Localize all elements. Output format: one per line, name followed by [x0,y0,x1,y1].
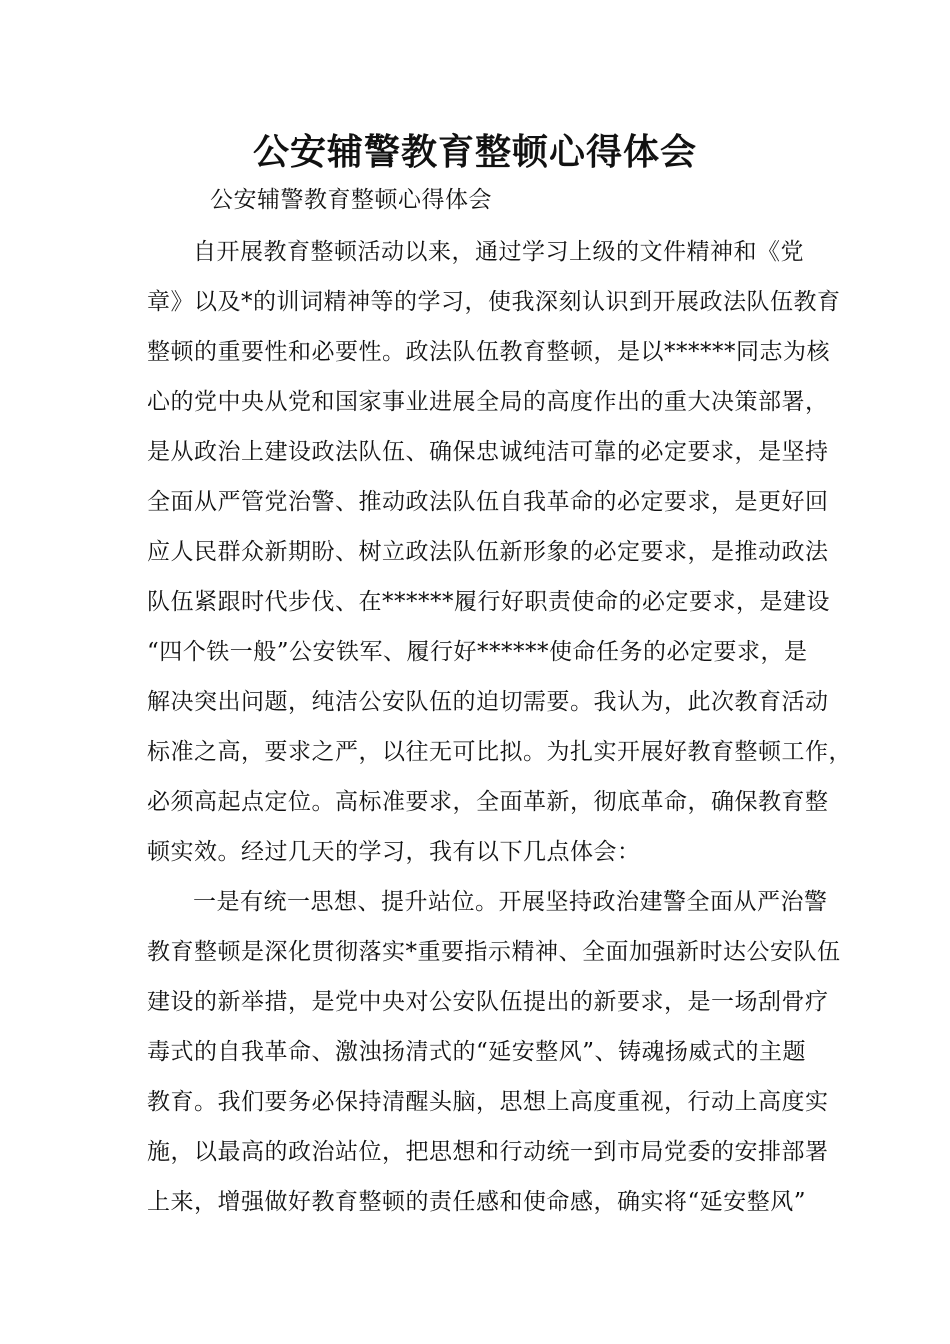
paragraph-line: 心的党中央从党和国家事业进展全局的高度作出的重大决策部署， [147,389,829,415]
paragraph-line: 建设的新举措，是党中央对公安队伍提出的新要求，是一场刮骨疗 [147,989,829,1015]
paragraph-line: 应人民群众新期盼、树立政法队伍新形象的必定要求，是推动政法 [147,539,829,565]
document-subtitle: 公安辅警教育整顿心得体会 [210,187,492,213]
paragraph-line: “四个铁一般”公安铁军、履行好******使命任务的必定要求，是 [147,639,808,665]
paragraph-line: 队伍紧跟时代步伐、在******履行好职责使命的必定要求，是建设 [147,589,830,615]
paragraph-line: 标准之高，要求之严，以往无可比拟。为扎实开展好教育整顿工作， [147,739,852,765]
paragraph-line: 一是有统一思想、提升站位。开展坚持政治建警全面从严治警 [193,889,828,915]
paragraph-line: 毒式的自我革命、激浊扬清式的“延安整风”、铸魂扬威式的主题 [147,1039,807,1065]
paragraph-line: 上来，增强做好教育整顿的责任感和使命感，确实将“延安整风” [147,1189,807,1215]
document-title: 公安辅警教育整顿心得体会 [252,131,697,173]
paragraph-line: 章》以及*的训词精神等的学习，使我深刻认识到开展政法队伍教育 [147,289,841,315]
paragraph-line: 必须高起点定位。高标准要求，全面革新，彻底革命，确保教育整 [147,789,829,815]
paragraph-line: 解决突出问题，纯洁公安队伍的迫切需要。我认为，此次教育活动 [147,689,829,715]
paragraph-line: 整顿的重要性和必要性。政法队伍教育整顿，是以******同志为核 [147,339,830,365]
paragraph-line: 施，以最高的政治站位，把思想和行动统一到市局党委的安排部署 [147,1139,829,1165]
paragraph-line: 顿实效。经过几天的学习，我有以下几点体会： [147,839,641,865]
paragraph-line: 教育。我们要务必保持清醒头脑，思想上高度重视，行动上高度实 [147,1089,829,1115]
paragraph-line: 全面从严管党治警、推动政法队伍自我革命的必定要求，是更好回 [147,489,829,515]
document-body [147,232,852,1232]
paragraph-line: 教育整顿是深化贯彻落实*重要指示精神、全面加强新时达公安队伍 [147,939,841,965]
paragraph-line: 是从政治上建设政法队伍、确保忠诚纯洁可靠的必定要求，是坚持 [147,439,829,465]
paragraph-line: 自开展教育整顿活动以来，通过学习上级的文件精神和《党 [193,239,804,265]
